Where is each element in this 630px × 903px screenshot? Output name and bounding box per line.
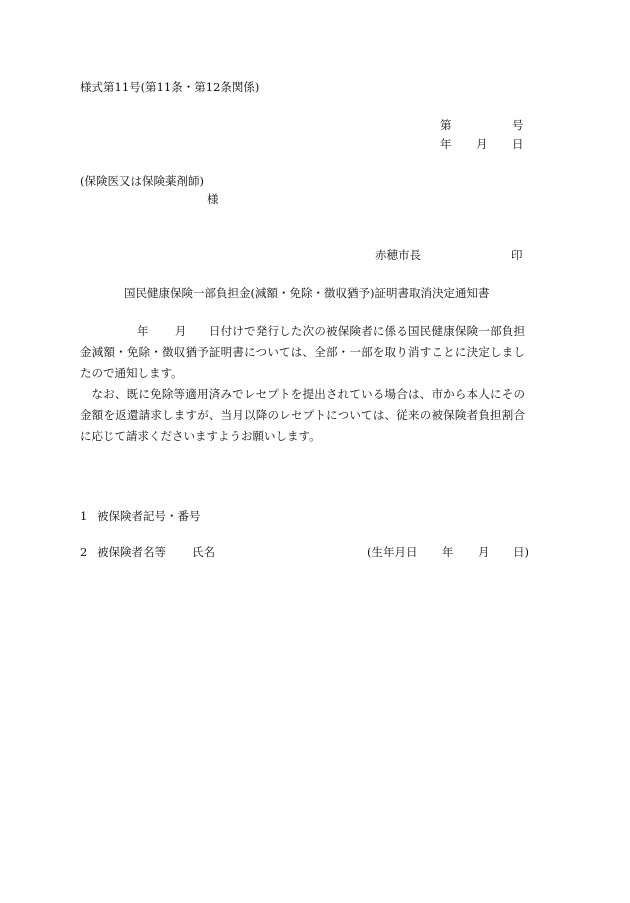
body-paragraph-2: なお、既に免除等適用済みでレセプトを提出されている場合は、市から本人にその金額を返還請求しますが、当月以降のレセプトについては、従来の被保険者負担割合に応じて請求くださいますようお願いします。 [80, 387, 525, 443]
form-number: 様式第11号(第11条・第12条関係) [80, 80, 260, 94]
issue-number-go: 号 [512, 118, 524, 132]
ref-month: 月 [174, 324, 187, 338]
item-1-label: 被保険者記号・番号 [97, 509, 201, 523]
item-1-number: 1 [80, 509, 88, 523]
date-day: 日 [512, 137, 524, 151]
date-year: 年 [440, 137, 452, 151]
birth-prefix: (生年月日 [367, 545, 418, 559]
item-2-name-label: 氏名 [192, 545, 215, 559]
sender-name: 赤穂市長 [375, 248, 421, 262]
issue-number-dai: 第 [440, 118, 452, 132]
birth-day: 日) [513, 545, 529, 559]
sender-seal: 印 [511, 248, 523, 262]
birth-month: 月 [478, 545, 490, 559]
recipient-honorific: 様 [207, 192, 219, 206]
item-2-number: 2 [80, 545, 88, 559]
body-paragraph-1 [80, 321, 525, 384]
ref-year: 年 [137, 324, 149, 338]
recipient-label: (保険医又は保険薬剤師) [80, 174, 204, 188]
paragraph-1-text: 日付けで発行した次の被保険者に係る国民健康保険一部負担金減額・免除・徴収猶予証明書については、全部・一部を取り消すことに決定しましたので通知します。 [80, 324, 526, 380]
item-2-label: 被保険者名等 [97, 545, 166, 559]
document-title: 国民健康保険一部負担金(減額・免除・徴収猶予)証明書取消決定通知書 [124, 286, 490, 300]
date-month: 月 [476, 137, 488, 151]
birth-year: 年 [442, 545, 454, 559]
